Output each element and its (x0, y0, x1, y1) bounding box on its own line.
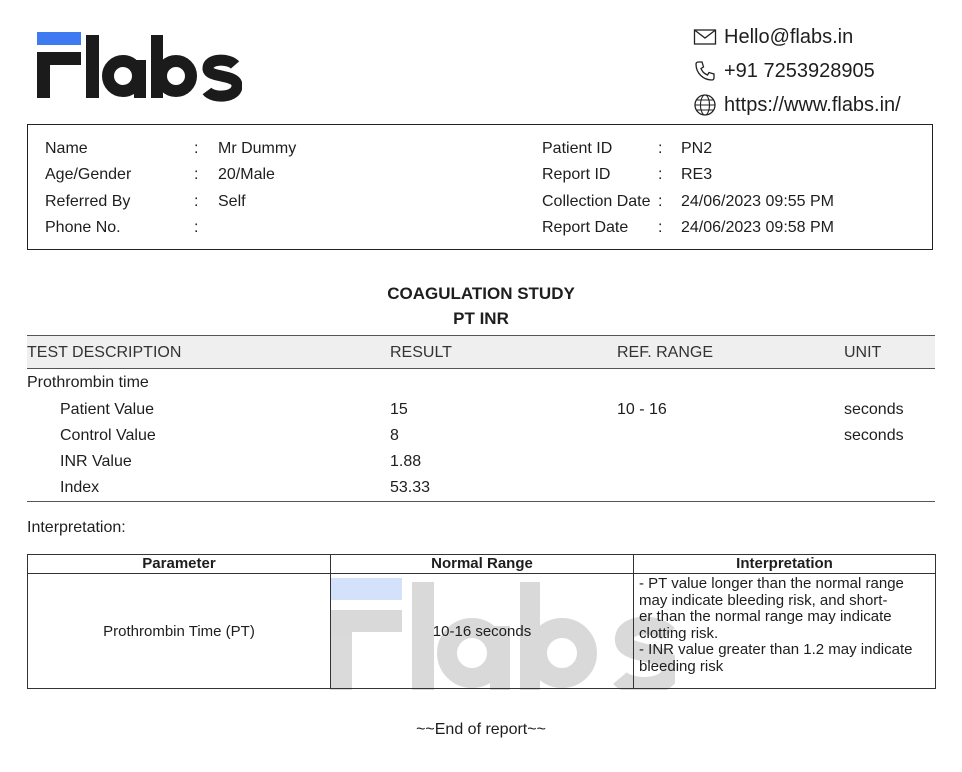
patient-id-label: Patient ID (542, 140, 613, 157)
patient-id-value: PN2 (681, 140, 713, 157)
report-id-sep: : (658, 166, 663, 183)
department-title: COAGULATION STUDY (387, 284, 575, 303)
referred-by-label: Referred By (45, 193, 131, 210)
interpretation-line: er than the normal range may indicate (639, 608, 892, 625)
interpretation-row (28, 574, 936, 689)
report-date-sep: : (658, 219, 663, 236)
row-range: 10 - 16 (617, 401, 667, 418)
row-result: 53.33 (390, 479, 431, 496)
age-gender-sep: : (194, 166, 199, 183)
test-group-name: Prothrombin time (27, 374, 149, 391)
interpretation-line: clotting risk. (639, 624, 719, 642)
col-unit: UNIT (844, 344, 882, 361)
report-date-value: 24/06/2023 09:58 PM (681, 219, 835, 236)
contact-website[interactable] (693, 88, 955, 122)
phone-no-sep: : (194, 219, 199, 236)
report-id-value: RE3 (681, 166, 713, 183)
website-text[interactable]: https://www.flabs.in/ (724, 93, 901, 116)
mail-icon (693, 25, 717, 49)
header-normal-range: Normal Range (331, 555, 634, 574)
phone-no-label: Phone No. (45, 219, 121, 236)
header-parameter: Parameter (28, 555, 331, 574)
row-name: Index (60, 479, 100, 496)
interpretation-line: bleeding risk (639, 657, 724, 675)
row-result: 8 (390, 427, 399, 444)
parameter-cell: Prothrombin Time (PT) (28, 574, 331, 689)
collection-date-label: Collection Date (542, 193, 651, 210)
interpretation-cell (634, 574, 936, 689)
name-sep: : (194, 140, 199, 157)
interpretation-label: Interpretation: (27, 519, 126, 536)
row-name: INR Value (60, 453, 132, 470)
interpretation-line: - INR value greater than 1.2 may indicate (639, 641, 913, 658)
row-unit: seconds (844, 401, 904, 418)
report-date-label: Report Date (542, 219, 629, 236)
age-gender-value: 20/Male (218, 166, 275, 183)
col-ref-range: REF. RANGE (617, 344, 714, 361)
email-text[interactable]: Hello@flabs.in (724, 25, 854, 48)
row-result: 15 (390, 401, 408, 418)
globe-icon (693, 93, 717, 117)
collection-date-sep: : (658, 193, 663, 210)
results-table-header (27, 335, 935, 369)
results-divider (27, 501, 935, 502)
name-value: Mr Dummy (218, 140, 297, 157)
interpretation-header-row (28, 555, 936, 574)
contact-email[interactable] (693, 20, 955, 54)
row-name: Control Value (60, 427, 156, 444)
phone-text[interactable]: +91 7253928905 (724, 59, 875, 82)
age-gender-label: Age/Gender (45, 166, 132, 183)
end-of-report: ~~End of report~~ (416, 721, 546, 738)
flabs-logo (37, 32, 242, 102)
normal-range-cell: 10-16 seconds (331, 574, 634, 689)
col-result: RESULT (390, 344, 452, 361)
patient-info-box (27, 124, 933, 250)
collection-date-value: 24/06/2023 09:55 PM (681, 193, 835, 210)
row-name: Patient Value (60, 401, 154, 418)
patient-id-sep: : (658, 140, 663, 157)
report-id-label: Report ID (542, 166, 611, 183)
referred-by-value: Self (218, 193, 246, 210)
row-result: 1.88 (390, 453, 422, 470)
contact-block (693, 20, 955, 122)
referred-by-sep: : (194, 193, 199, 210)
test-title: PT INR (453, 309, 509, 328)
interpretation-line: may indicate bleeding risk, and short- (639, 591, 888, 609)
interpretation-table (27, 554, 936, 689)
interpretation-line: - PT value longer than the normal range (639, 575, 904, 592)
header-interpretation: Interpretation (634, 555, 936, 574)
phone-icon (693, 59, 717, 83)
col-test-description: TEST DESCRIPTION (27, 344, 182, 361)
contact-phone[interactable] (693, 54, 955, 88)
name-label: Name (45, 140, 88, 157)
row-unit: seconds (844, 427, 904, 444)
